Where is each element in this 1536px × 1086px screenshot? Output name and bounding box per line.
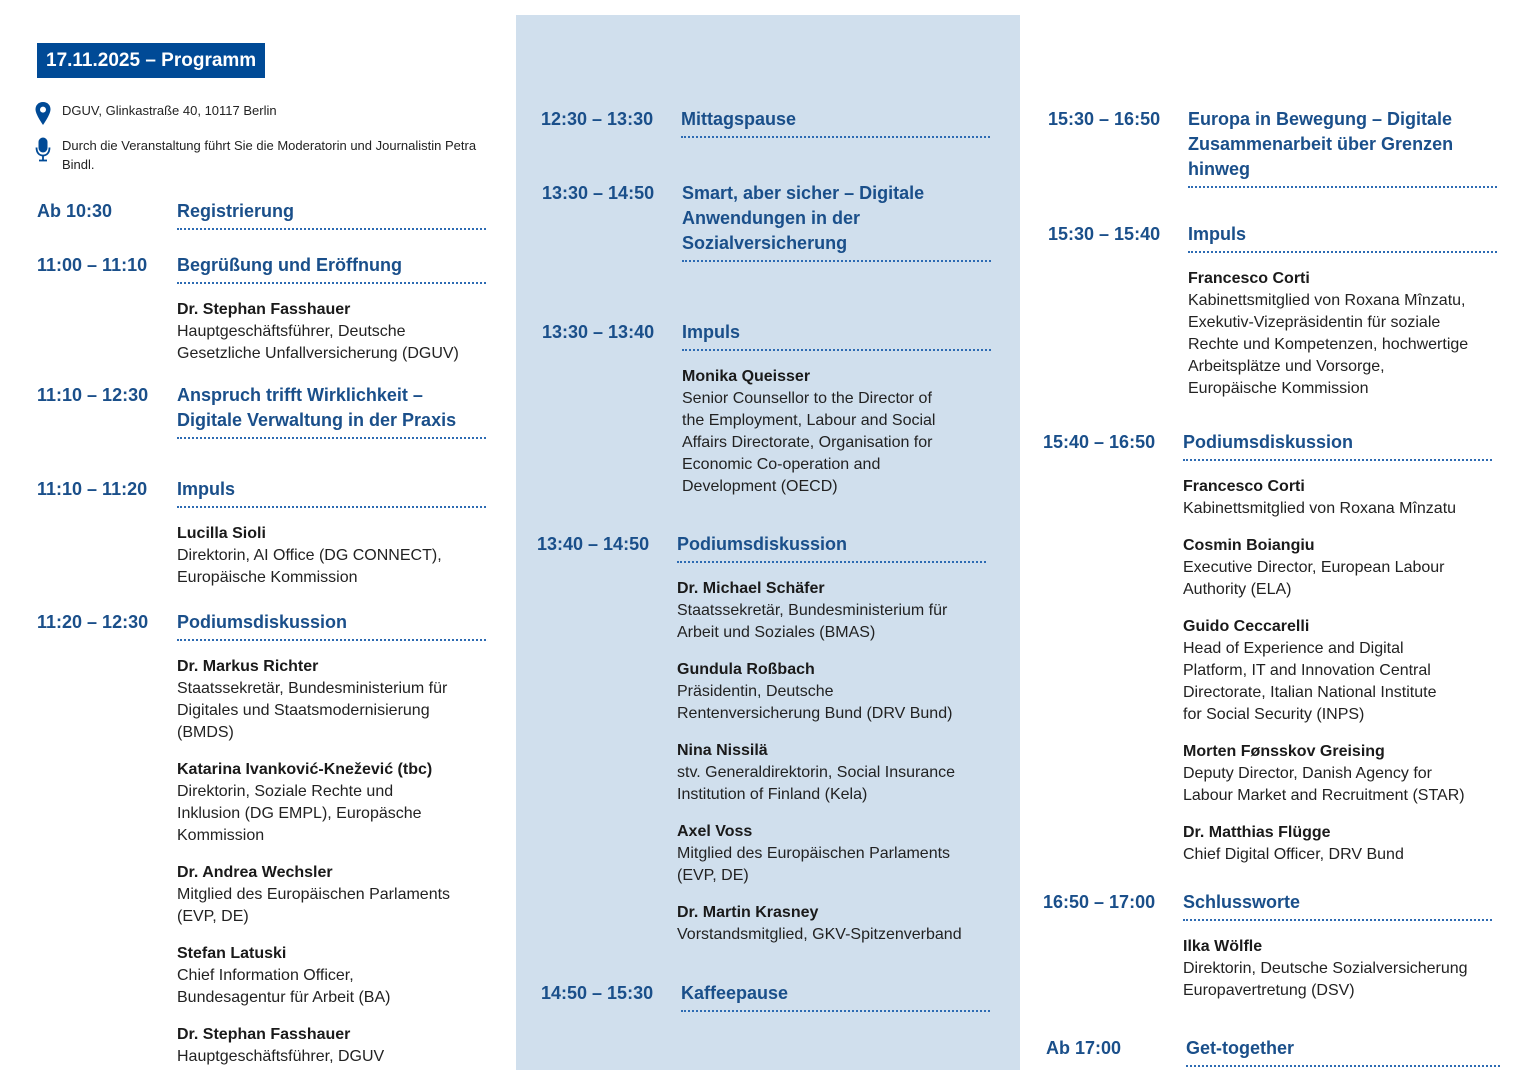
session-time: 11:10 – 11:20 — [37, 479, 148, 499]
speaker-name: Dr. Andrea Wechsler — [177, 864, 333, 881]
session-time: 12:30 – 13:30 — [541, 109, 654, 129]
speaker-name: Dr. Stephan Fasshauer — [177, 301, 351, 318]
speaker-name: Dr. Matthias Flügge — [1183, 824, 1331, 841]
speaker — [177, 759, 486, 847]
speaker-role: Chief Digital Officer, DRV Bund — [1183, 846, 1404, 863]
session-time: 13:30 – 14:50 — [542, 183, 655, 203]
session-coffee-break — [541, 981, 990, 1012]
speaker-role: Vorstandsmitglied, GKV-Spitzenverband — [677, 926, 962, 943]
location-info — [34, 101, 490, 127]
speaker — [1183, 936, 1492, 1002]
session-header — [1046, 1036, 1500, 1067]
session-time: Ab 17:00 — [1046, 1038, 1122, 1058]
session-closing-words — [1043, 890, 1492, 1002]
session-time: 11:20 – 12:30 — [37, 612, 149, 632]
session-impulse-3 — [1048, 222, 1497, 400]
location-pin-icon — [34, 101, 52, 127]
session-title: Mittagspause — [681, 107, 990, 138]
session-europe-in-motion — [1048, 107, 1497, 188]
speaker — [677, 902, 986, 946]
speaker-role: Hauptgeschäftsführer, DGUV — [177, 1048, 385, 1065]
speaker — [682, 366, 991, 498]
session-title: Kaffeepause — [681, 981, 990, 1012]
speaker-name: Guido Ceccarelli — [1183, 618, 1310, 635]
moderation-text: Durch die Veranstaltung führt Sie die Moderatorin und Journalistin Petra Bindl. — [62, 138, 477, 172]
session-time: 15:30 – 15:40 — [1048, 224, 1161, 244]
speaker-role: Executive Director, European Labour Authority (ELA) — [1183, 559, 1445, 598]
session-panel-3 — [1043, 430, 1492, 866]
speaker-role: stv. Generaldirektorin, Social Insurance Institution of Finland (Kela) — [677, 764, 956, 803]
speaker — [177, 1024, 486, 1068]
speaker-name: Lucilla Sioli — [177, 525, 266, 542]
session-title: Impuls — [1188, 222, 1497, 253]
speaker-role: Staatssekretär, Bundesministerium für Arbeit und Soziales (BMAS) — [677, 602, 948, 641]
session-header — [541, 107, 990, 138]
speaker-name: Katarina Ivanković-Knežević (tbc) — [177, 761, 433, 778]
session-time: 15:30 – 16:50 — [1048, 109, 1161, 129]
session-time: 14:50 – 15:30 — [541, 983, 654, 1003]
session-impulse-2 — [542, 320, 991, 498]
speaker — [677, 578, 986, 644]
speaker — [1183, 822, 1492, 866]
speaker-name: Ilka Wölfle — [1183, 938, 1263, 955]
session-header — [1048, 107, 1497, 188]
speaker-role: Staatssekretär, Bundesministerium für Digitales und Staatsmodernisierung (BMDS) — [177, 680, 448, 741]
speaker-name: Axel Voss — [677, 823, 753, 840]
speaker-name: Francesco Corti — [1188, 270, 1310, 287]
session-title: Podiumsdiskussion — [677, 532, 986, 563]
speaker-role: Kabinettsmitglied von Roxana Mînzatu — [1183, 500, 1457, 517]
speaker — [1183, 535, 1492, 601]
session-get-together — [1046, 1036, 1500, 1067]
speaker-role: Direktorin, Soziale Rechte und Inklusion (DG EMPL), Europäsche Kommission — [177, 783, 422, 844]
speaker — [177, 656, 486, 744]
speaker — [1183, 741, 1492, 807]
microphone-icon — [34, 136, 52, 162]
speaker-name: Cosmin Boiangiu — [1183, 537, 1315, 554]
speaker — [177, 299, 486, 365]
session-header — [1043, 890, 1492, 921]
speaker-role: Deputy Director, Danish Agency for Labour Market and Recruitment (STAR) — [1183, 765, 1465, 804]
speaker-name: Morten Fønsskov Greising — [1183, 743, 1385, 760]
speaker-role: Präsidentin, Deutsche Rentenversicherung Bund (DRV Bund) — [677, 683, 953, 722]
session-header — [1048, 222, 1497, 253]
speaker — [1183, 476, 1492, 520]
speaker-name: Stefan Latuski — [177, 945, 287, 962]
session-title: Podiumsdiskussion — [1183, 430, 1492, 461]
session-time: 13:30 – 13:40 — [542, 322, 655, 342]
speaker-role: Senior Counsellor to the Director of the Employment, Labour and Social Affairs Directorate, Organisation for Economic Co-operation and Development (OECD) — [682, 390, 936, 495]
session-header — [37, 383, 486, 439]
session-title: Impuls — [682, 320, 991, 351]
session-header — [37, 253, 486, 284]
session-header — [37, 610, 486, 641]
page-title: 17.11.2025 – Programm — [37, 43, 265, 78]
speaker-role: Direktorin, AI Office (DG CONNECT), Europäische Kommission — [177, 547, 442, 586]
session-time: 15:40 – 16:50 — [1043, 432, 1156, 452]
session-header — [37, 477, 486, 508]
speaker-name: Gundula Roßbach — [677, 661, 815, 678]
session-title: Registrierung — [177, 199, 486, 230]
session-welcome — [37, 253, 486, 365]
session-header — [537, 532, 986, 563]
session-lunch-break — [541, 107, 990, 138]
speaker-role: Chief Information Officer, Bundesagentur für Arbeit (BA) — [177, 967, 391, 1006]
speaker-name: Dr. Markus Richter — [177, 658, 319, 675]
session-time: 11:00 – 11:10 — [37, 255, 148, 275]
speaker — [1188, 268, 1497, 400]
session-title: Impuls — [177, 477, 486, 508]
session-title: Get-together — [1186, 1036, 1500, 1067]
session-time: Ab 10:30 — [37, 201, 113, 221]
speaker-role: Hauptgeschäftsführer, Deutsche Gesetzliche Unfallversicherung (DGUV) — [177, 323, 459, 362]
session-time: 16:50 – 17:00 — [1043, 892, 1156, 912]
speaker — [677, 740, 986, 806]
session-title: Europa in Bewegung – Digitale Zusammenarbeit über Grenzen hinweg — [1188, 107, 1497, 188]
session-header — [542, 181, 991, 262]
session-title: Anspruch trifft Wirklichkeit – Digitale Verwaltung in der Praxis — [177, 383, 486, 439]
speaker — [177, 862, 486, 928]
session-header — [37, 199, 486, 230]
speaker-name: Dr. Martin Krasney — [677, 904, 819, 921]
session-title: Schlussworte — [1183, 890, 1492, 921]
speaker-name: Francesco Corti — [1183, 478, 1305, 495]
session-title: Begrüßung und Eröffnung — [177, 253, 486, 284]
session-panel-1 — [37, 610, 486, 1068]
speaker — [677, 821, 986, 887]
speaker — [677, 659, 986, 725]
session-panel-2 — [537, 532, 986, 946]
session-digital-administration — [37, 383, 486, 439]
speaker-role: Mitglied des Europäischen Parlaments (EVP, DE) — [677, 845, 951, 884]
speaker-role: Kabinettsmitglied von Roxana Mînzatu, Exekutiv-Vizepräsidentin für soziale Rechte und Kompetenzen, hochwertige Arbeitsplätze und Vorsorge, Europäische Kommission — [1188, 292, 1469, 397]
speaker-name: Monika Queisser — [682, 368, 811, 385]
speaker-name: Dr. Michael Schäfer — [677, 580, 825, 597]
session-header — [1043, 430, 1492, 461]
speaker-name: Dr. Stephan Fasshauer — [177, 1026, 351, 1043]
session-registration — [37, 199, 486, 230]
session-header — [542, 320, 991, 351]
speaker-role: Direktorin, Deutsche Sozialversicherung Europavertretung (DSV) — [1183, 960, 1468, 999]
session-header — [541, 981, 990, 1012]
moderation-info — [34, 136, 490, 174]
speaker — [177, 523, 486, 589]
speaker — [1183, 616, 1492, 726]
speaker-role: Head of Experience and Digital Platform, IT and Innovation Central Directorate, Italian National Institute for Social Security (INPS) — [1183, 640, 1437, 723]
location-text: DGUV, Glinkastraße 40, 10117 Berlin — [62, 103, 277, 118]
speaker-name: Nina Nissilä — [677, 742, 768, 759]
session-impulse-1 — [37, 477, 486, 589]
session-smart-secure — [542, 181, 991, 262]
speaker — [177, 943, 486, 1009]
speaker-role: Mitglied des Europäischen Parlaments (EVP, DE) — [177, 886, 451, 925]
session-time: 11:10 – 12:30 — [37, 385, 149, 405]
session-title: Podiumsdiskussion — [177, 610, 486, 641]
session-time: 13:40 – 14:50 — [537, 534, 650, 554]
session-title: Smart, aber sicher – Digitale Anwendungen in der Sozialversicherung — [682, 181, 991, 262]
